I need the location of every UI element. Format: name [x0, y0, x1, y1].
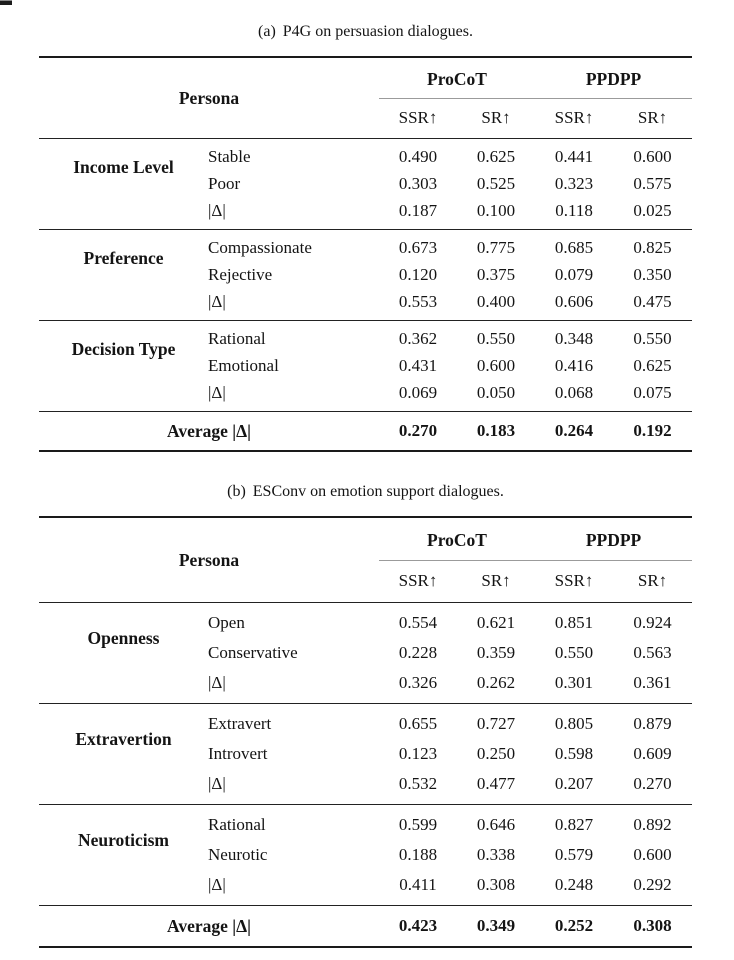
table-row [39, 603, 692, 639]
persona-section [39, 230, 692, 321]
persona-section [39, 603, 692, 704]
metric-value: 0.625 [476, 147, 516, 166]
metric-value: 0.625 [633, 356, 672, 375]
metric-value: 0.270 [633, 774, 672, 793]
header-row-methods [39, 57, 692, 99]
metric-value: 0.187 [398, 201, 438, 220]
metric-value: 0.553 [398, 292, 438, 311]
table-row [39, 704, 692, 740]
metric-value: 0.600 [633, 845, 672, 864]
persona-sub-label: Rational [208, 815, 266, 834]
header-row-methods [39, 517, 692, 561]
persona-group-label: Openness [87, 628, 160, 648]
persona-sub-label: Emotional [208, 356, 279, 375]
table-b-caption [39, 452, 692, 503]
metric-header-ssr: SSR↑ [398, 571, 438, 590]
metric-value: 0.879 [633, 714, 672, 733]
metric-value: 0.441 [554, 147, 594, 166]
metric-value: 0.050 [476, 383, 516, 402]
metric-value: 0.228 [398, 643, 438, 662]
metric-value: 0.079 [554, 265, 594, 284]
persona-column-header: Persona [178, 87, 240, 108]
metric-header-sr: SR↑ [637, 108, 668, 127]
metric-value: 0.598 [554, 744, 594, 763]
table-a-results [39, 56, 692, 452]
metric-value: 0.292 [633, 875, 672, 894]
persona-group-label: Extravertion [75, 729, 172, 749]
persona-group-label: Neuroticism [77, 830, 170, 850]
metric-value: 0.685 [554, 238, 594, 257]
persona-sub-label: Conservative [208, 643, 298, 662]
metric-value: 0.411 [399, 875, 437, 894]
metric-value: 0.075 [633, 383, 672, 402]
persona-column-header: Persona [178, 549, 240, 570]
metric-value: 0.475 [633, 292, 672, 311]
page-corner-text-fragment [0, 0, 12, 5]
persona-section [39, 321, 692, 412]
average-value: 0.270 [398, 421, 438, 440]
metric-value: 0.338 [476, 845, 516, 864]
method-header-procot: ProCoT [379, 57, 535, 99]
table-row [39, 805, 692, 841]
metric-value: 0.673 [398, 238, 438, 257]
metric-value: 0.188 [398, 845, 438, 864]
metric-value: 0.477 [476, 774, 516, 793]
method-header-ppdpp: PPDPP [535, 57, 692, 99]
metric-value: 0.262 [476, 673, 516, 692]
persona-sub-label: Compassionate [208, 238, 312, 257]
metric-value: 0.361 [633, 673, 672, 692]
persona-group-label: Preference [83, 248, 164, 268]
metric-value: 0.123 [398, 744, 438, 763]
persona-sub-label: Introvert [208, 744, 268, 763]
metric-header-ssr: SSR↑ [554, 108, 594, 127]
average-value: 0.308 [633, 916, 672, 935]
method-header-procot: ProCoT [379, 517, 535, 561]
average-value: 0.252 [554, 916, 594, 935]
persona-section [39, 139, 692, 230]
metric-header-ssr: SSR↑ [398, 108, 438, 127]
metric-value: 0.550 [476, 329, 516, 348]
metric-value: 0.775 [476, 238, 516, 257]
metric-value: 0.431 [398, 356, 438, 375]
average-label: Average |Δ| [167, 916, 251, 936]
persona-sub-label: |Δ| [208, 201, 226, 220]
metric-value: 0.646 [476, 815, 516, 834]
metric-value: 0.068 [554, 383, 594, 402]
metric-value: 0.532 [398, 774, 438, 793]
metric-value: 0.851 [554, 613, 594, 632]
table-a-caption [39, 0, 692, 43]
metric-value: 0.550 [633, 329, 672, 348]
metric-value: 0.579 [554, 845, 594, 864]
metric-value: 0.892 [633, 815, 672, 834]
metric-value: 0.924 [633, 613, 672, 632]
persona-sub-label: Rational [208, 329, 266, 348]
metric-value: 0.554 [398, 613, 438, 632]
metric-value: 0.120 [398, 265, 438, 284]
average-value: 0.264 [554, 421, 594, 440]
metric-value: 0.323 [554, 174, 594, 193]
table-row [39, 139, 692, 171]
table-b-caption-text: ESConv on emotion support dialogues. [252, 483, 504, 500]
metric-value: 0.350 [633, 265, 672, 284]
average-row [39, 412, 692, 452]
persona-section [39, 704, 692, 805]
metric-value: 0.599 [398, 815, 438, 834]
metric-value: 0.025 [633, 201, 672, 220]
persona-sub-label: Stable [208, 147, 251, 166]
metric-value: 0.362 [398, 329, 438, 348]
persona-sub-label: |Δ| [208, 774, 226, 793]
metric-value: 0.326 [398, 673, 438, 692]
table-b-caption-label: (b) [227, 483, 246, 500]
metric-value: 0.606 [554, 292, 594, 311]
metric-value: 0.655 [398, 714, 438, 733]
metric-header-sr: SR↑ [481, 108, 511, 127]
persona-sub-label: Open [208, 613, 245, 632]
metric-header-sr: SR↑ [637, 571, 668, 590]
metric-value: 0.563 [633, 643, 672, 662]
metric-header-sr: SR↑ [481, 571, 511, 590]
persona-sub-label: |Δ| [208, 673, 226, 692]
metric-value: 0.400 [476, 292, 516, 311]
persona-group-label: Income Level [73, 157, 174, 177]
metric-value: 0.575 [633, 174, 672, 193]
metric-value: 0.069 [398, 383, 438, 402]
metric-value: 0.301 [554, 673, 594, 692]
metric-value: 0.250 [476, 744, 516, 763]
average-value: 0.423 [398, 916, 438, 935]
metric-value: 0.100 [476, 201, 516, 220]
metric-value: 0.416 [554, 356, 594, 375]
persona-sub-label: Extravert [208, 714, 272, 733]
metric-value: 0.727 [476, 714, 516, 733]
average-section [39, 906, 692, 948]
persona-sub-label: |Δ| [208, 875, 226, 894]
persona-sub-label: Rejective [208, 265, 273, 284]
persona-section [39, 805, 692, 906]
metric-value: 0.207 [554, 774, 594, 793]
table-row [39, 230, 692, 262]
table-a-caption-label: (a) [258, 23, 276, 40]
metric-value: 0.118 [555, 201, 593, 220]
metric-value: 0.600 [476, 356, 516, 375]
persona-sub-label: Poor [208, 174, 241, 193]
average-section [39, 412, 692, 452]
metric-value: 0.827 [554, 815, 594, 834]
metric-value: 0.375 [476, 265, 516, 284]
metric-value: 0.805 [554, 714, 594, 733]
average-value: 0.192 [633, 421, 672, 440]
persona-sub-label: |Δ| [208, 383, 226, 402]
persona-sub-label: |Δ| [208, 292, 226, 311]
metric-value: 0.600 [633, 147, 672, 166]
metric-value: 0.359 [476, 643, 516, 662]
average-label: Average |Δ| [167, 421, 251, 441]
metric-value: 0.621 [476, 613, 516, 632]
average-value: 0.183 [476, 421, 516, 440]
table-row [39, 321, 692, 353]
table-a-caption-text: P4G on persuasion dialogues. [282, 23, 473, 40]
average-value: 0.349 [476, 916, 516, 935]
metric-value: 0.490 [398, 147, 438, 166]
metric-value: 0.825 [633, 238, 672, 257]
table-a-header [39, 57, 692, 139]
metric-value: 0.303 [398, 174, 438, 193]
metric-value: 0.609 [633, 744, 672, 763]
metric-value: 0.348 [554, 329, 594, 348]
table-b-header [39, 517, 692, 603]
persona-group-label: Decision Type [71, 339, 176, 359]
metric-value: 0.550 [554, 643, 594, 662]
metric-header-ssr: SSR↑ [554, 571, 594, 590]
average-row [39, 906, 692, 948]
metric-value: 0.308 [476, 875, 516, 894]
table-b-results [39, 516, 692, 948]
metric-value: 0.248 [554, 875, 594, 894]
method-header-ppdpp: PPDPP [535, 517, 692, 561]
persona-sub-label: Neurotic [208, 845, 268, 864]
metric-value: 0.525 [476, 174, 516, 193]
